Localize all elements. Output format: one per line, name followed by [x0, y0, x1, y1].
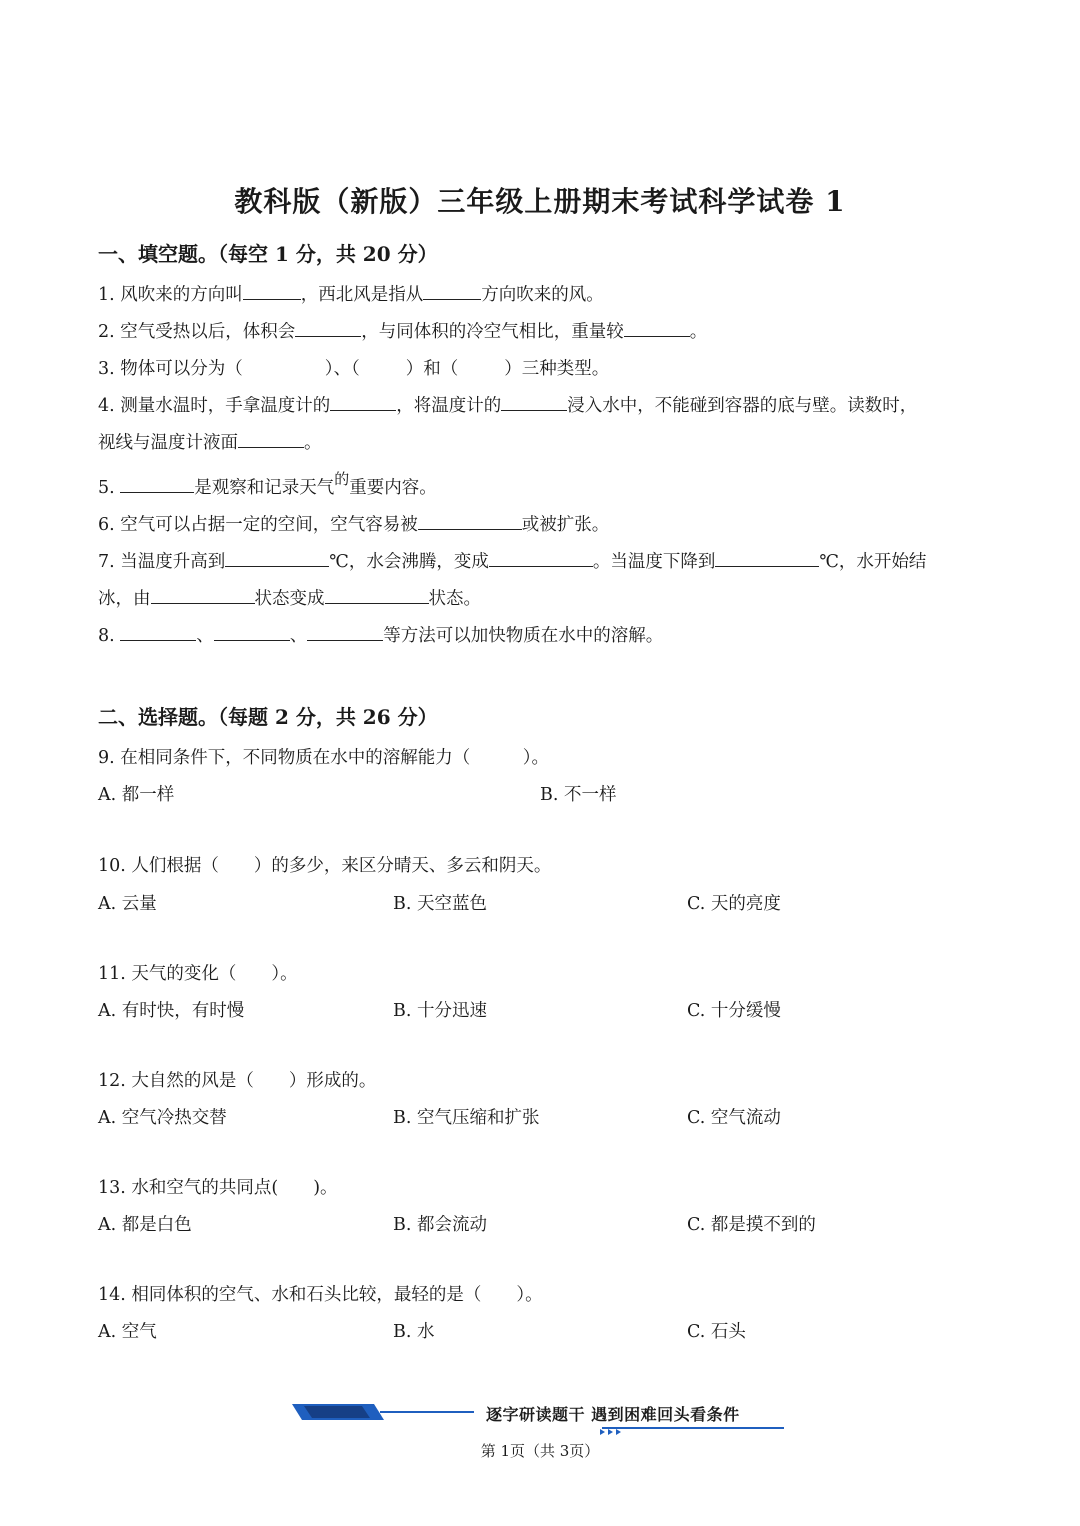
q5-text-d: 重要内容。 — [349, 478, 437, 498]
q10-option-b[interactable]: B. 天空蓝色 — [393, 894, 487, 914]
question-6 — [98, 511, 609, 536]
q1-blank-1[interactable] — [243, 283, 301, 300]
section-heading-fill-in: 一、填空题。（每空 1 分，共 20 分） — [98, 242, 438, 266]
q3-text-a: 3. 物体可以分为（ — [98, 359, 243, 379]
q7-text-c: 。当温度下降到 — [592, 552, 716, 572]
page-number: 第 1页（共 3页） — [480, 1442, 600, 1460]
question-3 — [98, 355, 609, 380]
footer-slogan: 逐字研读题干 遇到困难回头看条件 — [486, 1405, 740, 1424]
q13-option-b[interactable]: B. 都会流动 — [393, 1215, 487, 1235]
q12-option-b[interactable]: B. 空气压缩和扩张 — [393, 1108, 540, 1128]
q7-blank-2[interactable] — [489, 550, 593, 567]
q4-blank-3[interactable] — [238, 431, 304, 448]
q7-blank-5[interactable] — [325, 587, 429, 604]
q11-option-a[interactable]: A. 有时快，有时慢 — [98, 1001, 245, 1021]
q2-text-a: 2. 空气受热以后，体积会 — [98, 322, 296, 342]
question-14-stem: 14. 相同体积的空气、水和石头比较，最轻的是（ ）。 — [98, 1285, 543, 1305]
q10-option-c[interactable]: C. 天的亮度 — [687, 894, 781, 914]
question-8 — [98, 622, 663, 647]
section-heading-choice: 二、选择题。（每题 2 分，共 26 分） — [98, 705, 438, 729]
q2-text-b: ，与同体积的冷空气相比，重量较 — [361, 322, 624, 342]
footer-arrow-3 — [616, 1429, 621, 1435]
q9-option-b[interactable]: B. 不一样 — [540, 785, 617, 805]
q11-option-b[interactable]: B. 十分迅速 — [393, 1001, 487, 1021]
q1-text-c: 方向吹来的风。 — [481, 285, 604, 305]
q4-text-a: 4. 测量水温时，手拿温度计的 — [98, 396, 331, 416]
footer-arrow-2 — [608, 1429, 613, 1435]
q4-text-d: 视线与温度计液面 — [98, 433, 238, 453]
footer-arrow-1 — [600, 1429, 605, 1435]
q14-option-c[interactable]: C. 石头 — [687, 1322, 746, 1342]
q4-text-e: 。 — [304, 433, 322, 453]
q4-text-c: 浸入水中，不能碰到容器的底与壁。读数时， — [567, 396, 918, 416]
q1-text-b: ，西北风是指从 — [300, 285, 424, 305]
q7-text-b: ℃，水会沸腾，变成 — [329, 552, 489, 572]
q12-option-a[interactable]: A. 空气冷热交替 — [98, 1108, 227, 1128]
q14-option-b[interactable]: B. 水 — [393, 1322, 435, 1342]
q8-blank-3[interactable] — [307, 624, 383, 641]
q8-text-d: 等方法可以加快物质在水中的溶解。 — [383, 626, 664, 646]
question-5 — [98, 470, 437, 499]
q4-text-b: ，将温度计的 — [396, 396, 502, 416]
q7-text-f: 状态变成 — [254, 589, 325, 609]
question-1 — [98, 281, 604, 306]
q8-text-a: 8. — [98, 626, 121, 646]
question-4-cont — [98, 429, 322, 454]
q7-blank-4[interactable] — [151, 587, 255, 604]
q7-blank-1[interactable] — [225, 550, 329, 567]
q1-blank-2[interactable] — [423, 283, 481, 300]
q7-text-e: 冰，由 — [98, 589, 151, 609]
q5-text-b: 是观察和记录天气 — [194, 478, 335, 498]
question-12-stem: 12. 大自然的风是（ ）形成的。 — [98, 1071, 377, 1091]
q9-option-a[interactable]: A. 都一样 — [98, 785, 175, 805]
q2-blank-1[interactable] — [295, 320, 361, 337]
question-13-stem: 13. 水和空气的共同点( )。 — [98, 1178, 338, 1198]
question-2 — [98, 318, 707, 343]
question-7 — [98, 548, 926, 573]
q8-text-b: 、 — [196, 626, 214, 646]
q2-text-c: 。 — [689, 322, 708, 342]
q5-blank-1[interactable] — [120, 476, 194, 493]
q1-text-a: 1. 风吹来的方向叫 — [98, 285, 243, 305]
q5-text-c: 的 — [334, 470, 350, 488]
q3-text-d: ）三种类型。 — [504, 359, 610, 379]
question-11-stem: 11. 天气的变化（ ）。 — [98, 964, 298, 984]
question-10-stem: 10. 人们根据（ ）的多少，来区分晴天、多云和阴天。 — [98, 856, 552, 876]
q4-blank-1[interactable] — [330, 394, 396, 411]
q8-text-c: 、 — [289, 626, 308, 646]
page-title: 教科版（新版）三年级上册期末考试科学试卷 1 — [234, 185, 846, 218]
q3-text-b: ）、（ — [324, 359, 360, 379]
q7-text-a: 7. 当温度升高到 — [98, 552, 226, 572]
q7-blank-3[interactable] — [715, 550, 819, 567]
question-9-stem: 9. 在相同条件下，不同物质在水中的溶解能力（ ）。 — [98, 748, 550, 768]
q13-option-c[interactable]: C. 都是摸不到的 — [687, 1215, 816, 1235]
q8-blank-1[interactable] — [120, 624, 196, 641]
q13-option-a[interactable]: A. 都是白色 — [98, 1215, 192, 1235]
question-7-cont — [98, 585, 481, 610]
footer-dark-stripe — [304, 1406, 370, 1418]
q7-text-d: ℃，水开始结 — [819, 552, 927, 572]
q7-text-g: 状态。 — [428, 589, 481, 609]
question-4 — [98, 392, 917, 417]
q5-text-a: 5. — [98, 478, 121, 498]
q6-blank-1[interactable] — [418, 513, 522, 530]
q8-blank-2[interactable] — [214, 624, 290, 641]
q14-option-a[interactable]: A. 空气 — [98, 1322, 157, 1342]
q6-text-a: 6. 空气可以占据一定的空间，空气容易被 — [98, 515, 418, 535]
q3-text-c: ）和（ — [405, 359, 459, 379]
q6-text-b: 或被扩张。 — [521, 515, 610, 535]
q10-option-a[interactable]: A. 云量 — [98, 894, 157, 914]
q12-option-c[interactable]: C. 空气流动 — [687, 1108, 781, 1128]
q4-blank-2[interactable] — [501, 394, 567, 411]
q11-option-c[interactable]: C. 十分缓慢 — [687, 1001, 781, 1021]
q2-blank-2[interactable] — [624, 320, 690, 337]
